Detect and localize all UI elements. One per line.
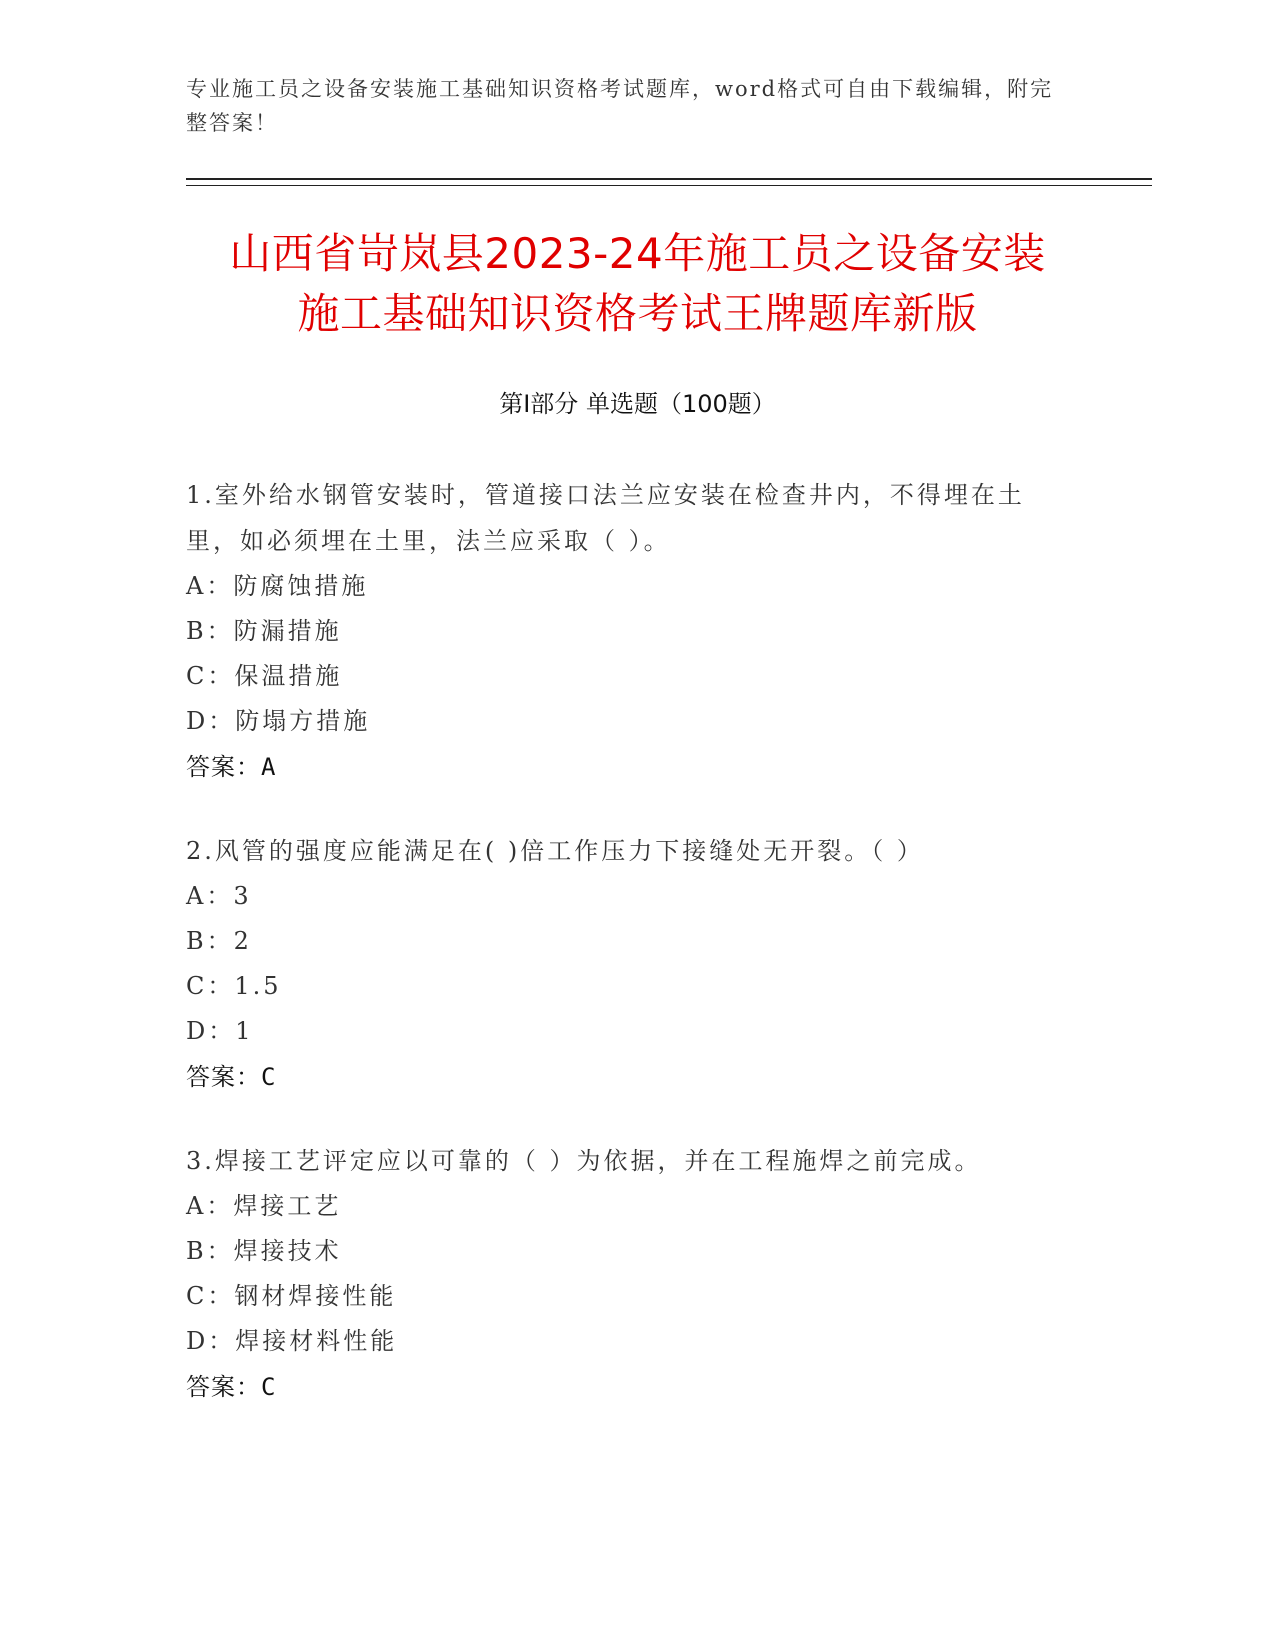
option-a: A：焊接工艺	[186, 1192, 342, 1220]
question-stem: 1.室外给水钢管安装时，管道接口法兰应安装在检查井内，不得埋在土里，如必须埋在土里，法兰应采取（ ）。	[186, 481, 1025, 555]
answer-line	[186, 744, 1066, 790]
question-2	[186, 828, 1066, 1100]
question-1	[186, 472, 1066, 790]
document-title-line-1: 山西省岢岚县2023-24年施工员之设备安装	[229, 229, 1046, 278]
header-note: 专业施工员之设备安装施工基础知识资格考试题库，word格式可自由下载编辑，附完整答案！	[186, 77, 1054, 135]
option-c: C：保温措施	[186, 662, 343, 690]
option-d: D：1	[186, 1017, 254, 1045]
option-c: C：1.5	[186, 972, 282, 1000]
option-b: B：焊接技术	[186, 1237, 342, 1265]
section-heading: 第Ⅰ部分 单选题（100题）	[499, 390, 776, 418]
option-a: A：防腐蚀措施	[186, 572, 369, 600]
question-stem: 2.风管的强度应能满足在( )倍工作压力下接缝处无开裂。（ ）	[186, 837, 924, 865]
option-c: C：钢材焊接性能	[186, 1282, 397, 1310]
option-b: B：2	[186, 927, 252, 955]
option-d: D：焊接材料性能	[186, 1327, 398, 1355]
answer-label: 答案：	[186, 1373, 261, 1401]
option-d: D：防塌方措施	[186, 707, 371, 735]
option-a: A：3	[186, 882, 252, 910]
document-title-line-2: 施工基础知识资格考试王牌题库新版	[297, 289, 978, 338]
answer-line	[186, 1364, 1066, 1410]
header-rule-thin	[186, 185, 1152, 186]
option-b: B：防漏措施	[186, 617, 342, 645]
answer-value: C	[261, 1373, 277, 1401]
question-stem: 3.焊接工艺评定应以可靠的（ ）为依据，并在工程施焊之前完成。	[186, 1147, 982, 1175]
header-rule-thick	[186, 178, 1152, 180]
answer-label: 答案：	[186, 753, 261, 781]
answer-label: 答案：	[186, 1063, 261, 1091]
answer-value: A	[261, 753, 277, 781]
question-list	[186, 472, 1066, 1448]
question-3	[186, 1138, 1066, 1410]
document-title	[90, 224, 1185, 344]
answer-value: C	[261, 1063, 277, 1091]
answer-line	[186, 1054, 1066, 1100]
